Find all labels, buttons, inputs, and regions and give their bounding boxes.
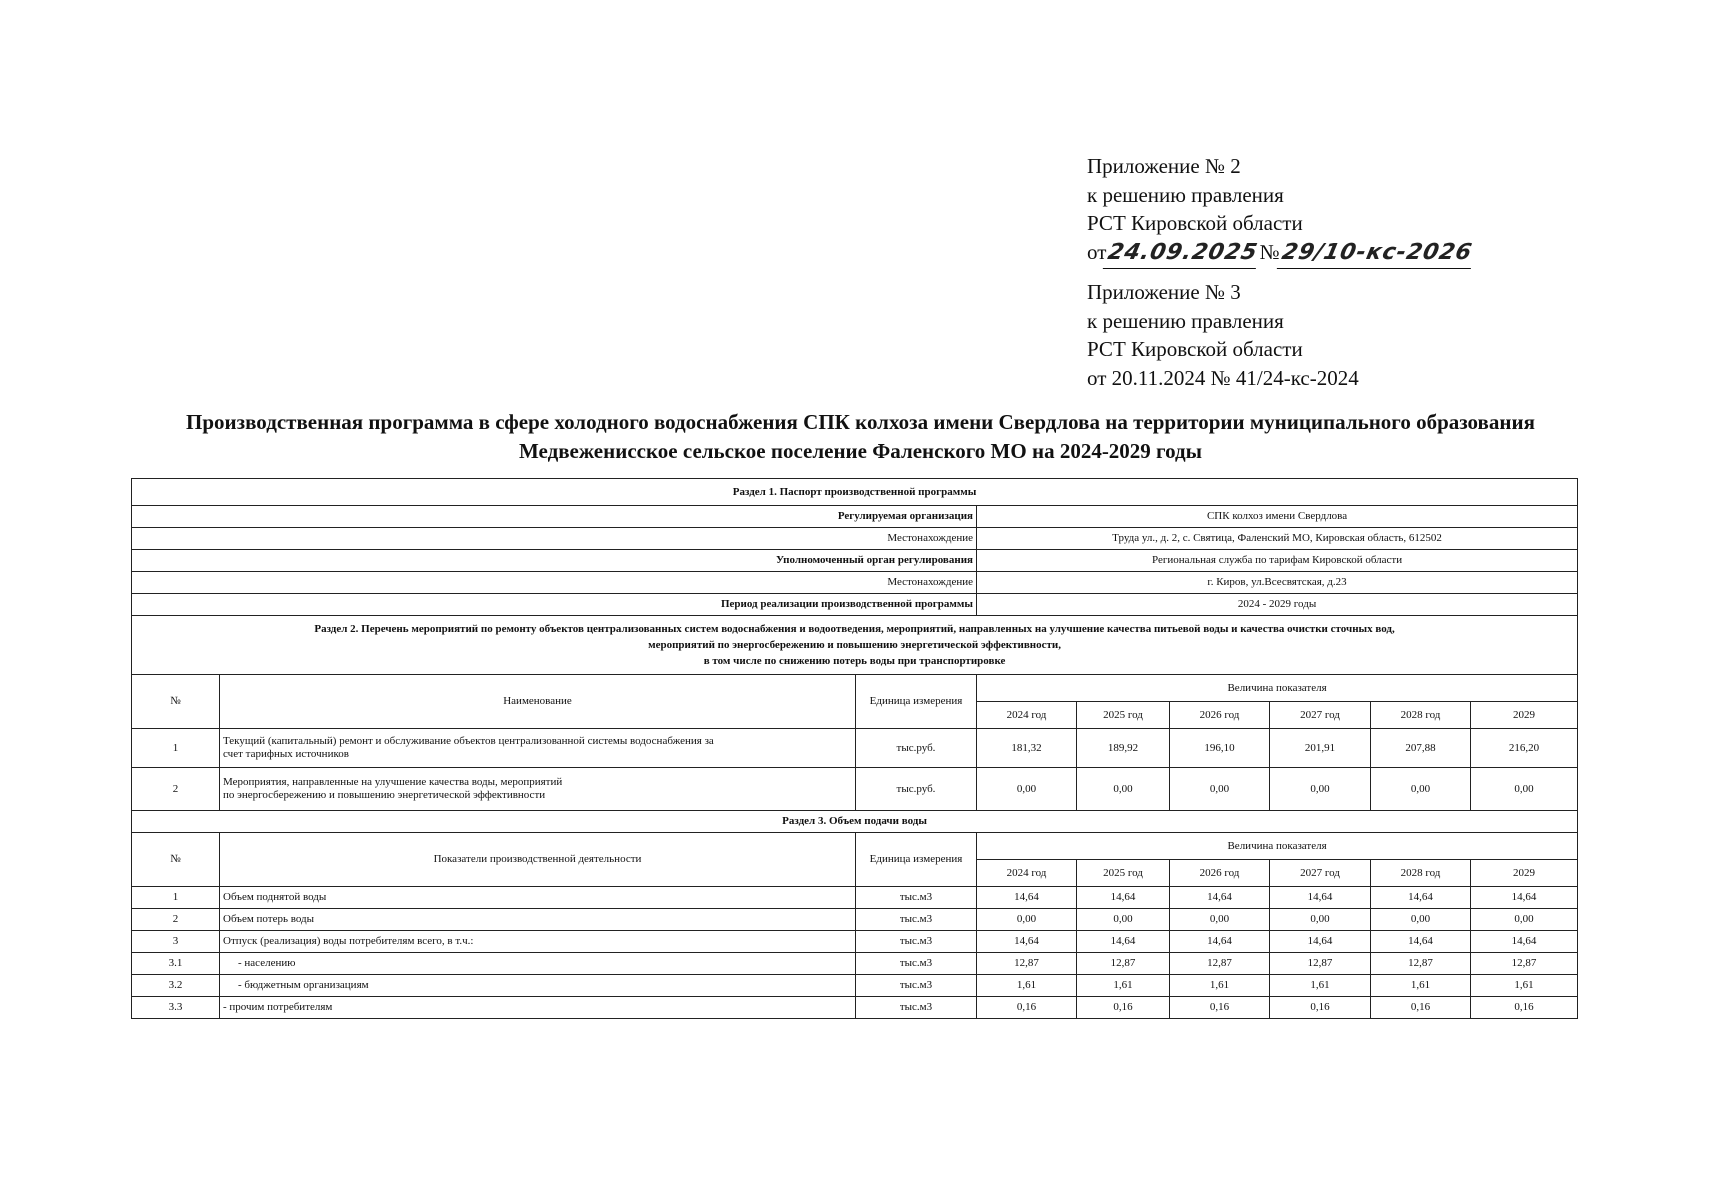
appendix-2-date-line: от24.09.2025№29/10-кс-2026 (1087, 238, 1473, 269)
row-value: 1,61 (1170, 975, 1270, 997)
row-unit: тыс.м3 (856, 887, 977, 909)
row-value: 12,87 (977, 953, 1077, 975)
year-header: 2024 год (977, 702, 1077, 729)
passport-row (132, 506, 1578, 528)
col-unit-header: Единица измерения (856, 675, 977, 729)
appendix-3-decision: к решению правления (1087, 308, 1284, 333)
handwritten-date: 24.09.2025 (1103, 239, 1262, 269)
row-value: 216,20 (1471, 729, 1578, 768)
table-row (132, 975, 1578, 997)
row-value: 14,64 (1077, 887, 1170, 909)
production-program-table (131, 478, 1578, 1019)
row-value: 14,64 (1270, 931, 1371, 953)
row-no: 3.2 (132, 975, 220, 997)
row-name: Объем поднятой воды (220, 887, 856, 909)
table-row (132, 997, 1578, 1019)
row-value: 189,92 (1077, 729, 1170, 768)
row-name: Объем потерь воды (220, 909, 856, 931)
year-header: 2026 год (1170, 860, 1270, 887)
col-value-header: Величина показателя (977, 833, 1578, 860)
row-value: 0,00 (1077, 909, 1170, 931)
table-row (132, 887, 1578, 909)
row-unit: тыс.м3 (856, 997, 977, 1019)
section-3-heading-row (132, 811, 1578, 833)
passport-row (132, 550, 1578, 572)
passport-row (132, 594, 1578, 616)
table-row (132, 953, 1578, 975)
row-value: 14,64 (1270, 887, 1371, 909)
row-value: 14,64 (1077, 931, 1170, 953)
section-2-header-row (132, 675, 1578, 702)
row-unit: тыс.руб. (856, 768, 977, 811)
year-header: 2028 год (1371, 702, 1471, 729)
row-value: 12,87 (1270, 953, 1371, 975)
row-no: 1 (132, 729, 220, 768)
row-name: Отпуск (реализация) воды потребителям всего, в т.ч.: (220, 931, 856, 953)
row-value: 0,00 (1170, 768, 1270, 811)
year-header: 2025 год (1077, 860, 1170, 887)
section-3-header-row (132, 833, 1578, 860)
col-no-header: № (132, 675, 220, 729)
passport-row (132, 528, 1578, 550)
row-value: 0,00 (1270, 909, 1371, 931)
row-value: 12,87 (1371, 953, 1471, 975)
passport-label: Местонахождение (132, 572, 977, 594)
row-value: 1,61 (1077, 975, 1170, 997)
passport-value: СПК колхоз имени Свердлова (977, 506, 1578, 528)
row-unit: тыс.м3 (856, 975, 977, 997)
year-header: 2029 (1471, 702, 1578, 729)
row-value: 0,16 (1270, 997, 1371, 1019)
row-value: 196,10 (1170, 729, 1270, 768)
row-no: 2 (132, 909, 220, 931)
row-value: 0,00 (1170, 909, 1270, 931)
row-value: 0,00 (977, 909, 1077, 931)
row-value: 0,16 (1077, 997, 1170, 1019)
year-header: 2027 год (1270, 860, 1371, 887)
table-row (132, 909, 1578, 931)
row-value: 14,64 (1170, 931, 1270, 953)
row-no: 3.3 (132, 997, 220, 1019)
table-row (132, 931, 1578, 953)
row-value: 1,61 (1471, 975, 1578, 997)
row-unit: тыс.м3 (856, 953, 977, 975)
row-unit: тыс.м3 (856, 931, 977, 953)
row-no: 1 (132, 887, 220, 909)
passport-value: г. Киров, ул.Всесвятская, д.23 (977, 572, 1578, 594)
col-name-header: Наименование (220, 675, 856, 729)
row-value: 12,87 (1077, 953, 1170, 975)
table-row (132, 768, 1578, 811)
row-value: 207,88 (1371, 729, 1471, 768)
row-no: 2 (132, 768, 220, 811)
passport-label: Уполномоченный орган регулирования (132, 550, 977, 572)
col-name-header: Показатели производственной деятельности (220, 833, 856, 887)
appendix-2-decision: к решению правления (1087, 182, 1284, 207)
row-name: - населению (220, 953, 856, 975)
passport-label: Местонахождение (132, 528, 977, 550)
row-value: 14,64 (977, 931, 1077, 953)
appendix-2-block (1087, 152, 1473, 268)
passport-value: 2024 - 2029 годы (977, 594, 1578, 616)
row-value: 0,00 (1371, 909, 1471, 931)
row-no: 3 (132, 931, 220, 953)
row-value: 0,16 (1170, 997, 1270, 1019)
row-value: 0,16 (977, 997, 1077, 1019)
appendix-3-title: Приложение № 3 (1087, 280, 1241, 304)
table-row (132, 729, 1578, 768)
year-header: 2029 (1471, 860, 1578, 887)
section-1-heading: Раздел 1. Паспорт производственной программы (132, 479, 1578, 506)
section-1-heading-row (132, 479, 1578, 506)
row-value: 0,00 (1471, 909, 1578, 931)
col-unit-header: Единица измерения (856, 833, 977, 887)
passport-label: Период реализации производственной программы (132, 594, 977, 616)
row-value: 0,00 (1270, 768, 1371, 811)
row-value: 1,61 (977, 975, 1077, 997)
row-value: 0,16 (1371, 997, 1471, 1019)
appendix-2-authority: РСТ Кировской области (1087, 211, 1303, 235)
year-header: 2028 год (1371, 860, 1471, 887)
passport-label: Регулируемая организация (132, 506, 977, 528)
col-no-header: № (132, 833, 220, 887)
handwritten-number: 29/10-кс-2026 (1277, 239, 1477, 269)
appendix-3-authority: РСТ Кировской области (1087, 337, 1303, 361)
passport-row (132, 572, 1578, 594)
row-value: 181,32 (977, 729, 1077, 768)
appendix-2-title: Приложение № 2 (1087, 154, 1241, 178)
passport-value: Труда ул., д. 2, с. Святица, Фаленский МО, Кировская область, 612502 (977, 528, 1578, 550)
row-unit: тыс.руб. (856, 729, 977, 768)
row-value: 12,87 (1170, 953, 1270, 975)
row-value: 14,64 (1170, 887, 1270, 909)
row-value: 14,64 (1471, 887, 1578, 909)
row-value: 0,00 (977, 768, 1077, 811)
row-value: 1,61 (1371, 975, 1471, 997)
row-value: 201,91 (1270, 729, 1371, 768)
appendix-3-date: от 20.11.2024 № 41/24-кс-2024 (1087, 365, 1359, 390)
row-no: 3.1 (132, 953, 220, 975)
row-name: - прочим потребителям (220, 997, 856, 1019)
row-value: 14,64 (1371, 931, 1471, 953)
year-header: 2025 год (1077, 702, 1170, 729)
row-value: 0,00 (1371, 768, 1471, 811)
row-value: 0,00 (1077, 768, 1170, 811)
passport-value: Региональная служба по тарифам Кировской области (977, 550, 1578, 572)
section-2-heading-row (132, 616, 1578, 675)
year-header: 2024 год (977, 860, 1077, 887)
row-value: 12,87 (1471, 953, 1578, 975)
year-header: 2027 год (1270, 702, 1371, 729)
row-value: 14,64 (1371, 887, 1471, 909)
row-value: 14,64 (1471, 931, 1578, 953)
row-value: 0,16 (1471, 997, 1578, 1019)
row-name: Мероприятия, направленные на улучшение качества воды, мероприятий по энергосбережению и повышению энергетической эффективности (220, 768, 856, 811)
row-value: 14,64 (977, 887, 1077, 909)
row-value: 0,00 (1471, 768, 1578, 811)
section-2-heading: Раздел 2. Перечень мероприятий по ремонту объектов централизованных систем водоснабжения и водоотведения, мероприятий, направленных на улучшение качества питьевой воды и качества очистки сточных вод, мероприятий по энергосбережению и повышению энергетической эффективности, в том числе по снижению потерь воды при транспортировке (132, 616, 1578, 675)
row-value: 1,61 (1270, 975, 1371, 997)
year-header: 2026 год (1170, 702, 1270, 729)
col-value-header: Величина показателя (977, 675, 1578, 702)
document-title: Производственная программа в сфере холодного водоснабжения СПК колхоза имени Свердлова на территории муниципального образования Медвеженисское сельское поселение Фаленского МО на 2024-2029 годы (186, 410, 1535, 463)
row-unit: тыс.м3 (856, 909, 977, 931)
row-name: - бюджетным организациям (220, 975, 856, 997)
row-name: Текущий (капитальный) ремонт и обслуживание объектов централизованной системы водоснабжения за счет тарифных источников (220, 729, 856, 768)
appendix-3-block (1087, 278, 1359, 392)
section-3-heading: Раздел 3. Объем подачи воды (132, 811, 1578, 833)
